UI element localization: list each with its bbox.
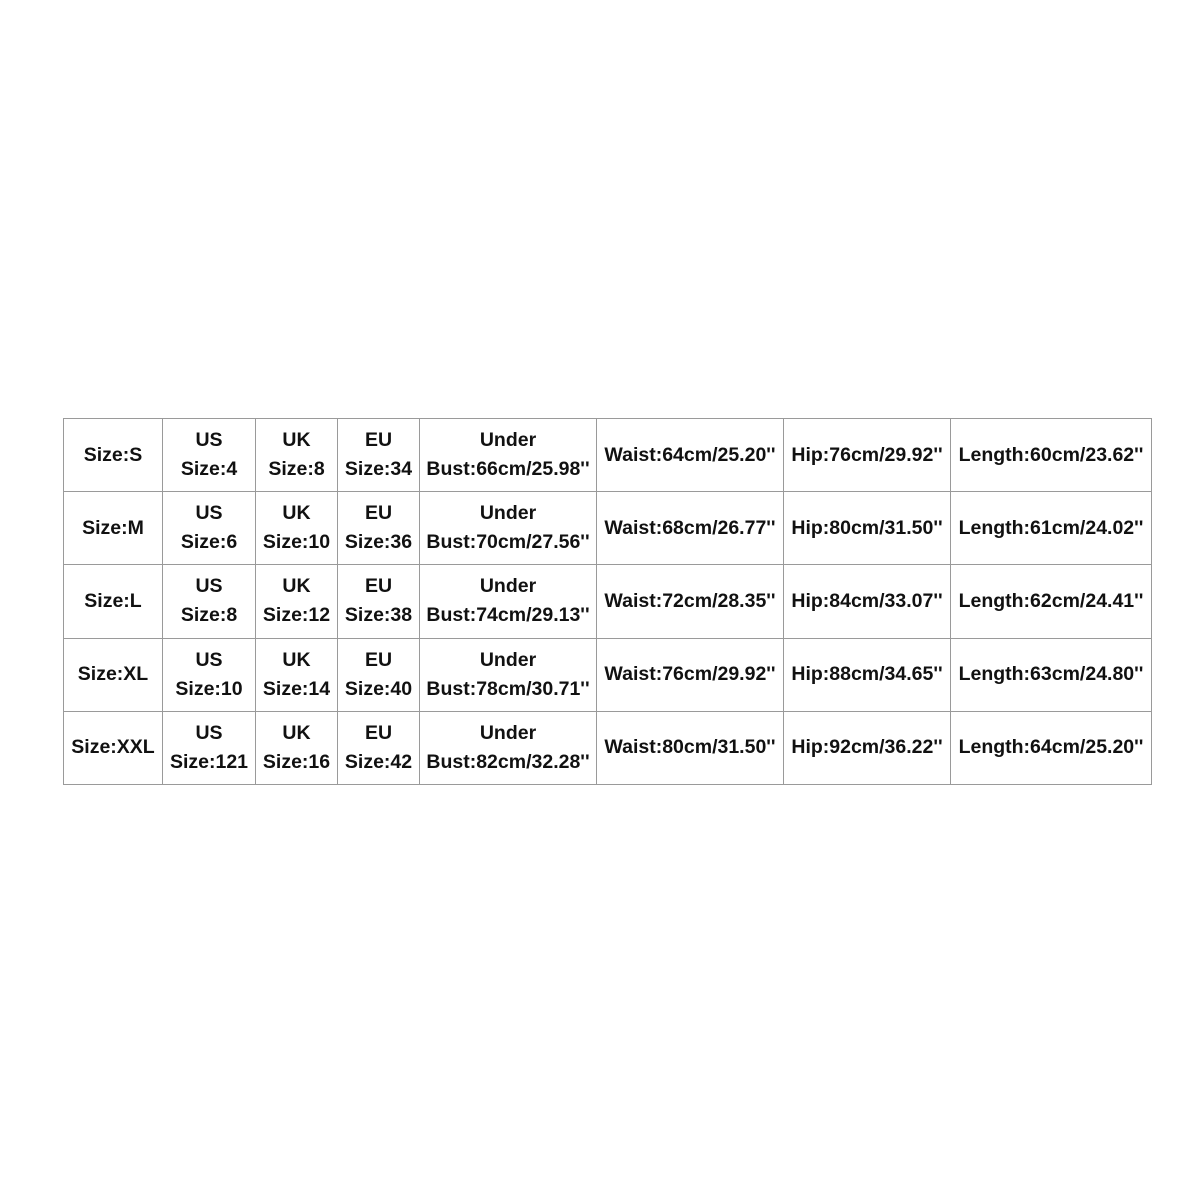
table-row xyxy=(64,419,1152,492)
length-cell: Length:64cm/25.20'' xyxy=(951,711,1152,784)
table-row xyxy=(64,638,1152,711)
eu-size-cell: EU Size:40 xyxy=(338,638,420,711)
hip-cell: Hip:84cm/33.07'' xyxy=(784,565,951,638)
size-cell: Size:XL xyxy=(64,638,163,711)
waist-cell: Waist:64cm/25.20'' xyxy=(597,419,784,492)
size-cell: Size:XXL xyxy=(64,711,163,784)
length-cell: Length:63cm/24.80'' xyxy=(951,638,1152,711)
waist-cell: Waist:68cm/26.77'' xyxy=(597,492,784,565)
length-cell: Length:60cm/23.62'' xyxy=(951,419,1152,492)
under-bust-cell: Under Bust:66cm/25.98'' xyxy=(420,419,597,492)
length-cell: Length:62cm/24.41'' xyxy=(951,565,1152,638)
hip-cell: Hip:88cm/34.65'' xyxy=(784,638,951,711)
hip-cell: Hip:92cm/36.22'' xyxy=(784,711,951,784)
table-row xyxy=(64,565,1152,638)
size-cell: Size:M xyxy=(64,492,163,565)
uk-size-cell: UK Size:8 xyxy=(256,419,338,492)
uk-size-cell: UK Size:14 xyxy=(256,638,338,711)
us-size-cell: US Size:121 xyxy=(163,711,256,784)
eu-size-cell: EU Size:42 xyxy=(338,711,420,784)
us-size-cell: US Size:10 xyxy=(163,638,256,711)
uk-size-cell: UK Size:16 xyxy=(256,711,338,784)
under-bust-cell: Under Bust:82cm/32.28'' xyxy=(420,711,597,784)
under-bust-cell: Under Bust:78cm/30.71'' xyxy=(420,638,597,711)
us-size-cell: US Size:6 xyxy=(163,492,256,565)
under-bust-cell: Under Bust:74cm/29.13'' xyxy=(420,565,597,638)
us-size-cell: US Size:4 xyxy=(163,419,256,492)
table-row xyxy=(64,711,1152,784)
eu-size-cell: EU Size:38 xyxy=(338,565,420,638)
eu-size-cell: EU Size:34 xyxy=(338,419,420,492)
size-cell: Size:L xyxy=(64,565,163,638)
uk-size-cell: UK Size:12 xyxy=(256,565,338,638)
size-cell: Size:S xyxy=(64,419,163,492)
size-chart-table xyxy=(63,418,1152,785)
table-row xyxy=(64,492,1152,565)
uk-size-cell: UK Size:10 xyxy=(256,492,338,565)
hip-cell: Hip:80cm/31.50'' xyxy=(784,492,951,565)
waist-cell: Waist:76cm/29.92'' xyxy=(597,638,784,711)
us-size-cell: US Size:8 xyxy=(163,565,256,638)
waist-cell: Waist:72cm/28.35'' xyxy=(597,565,784,638)
hip-cell: Hip:76cm/29.92'' xyxy=(784,419,951,492)
under-bust-cell: Under Bust:70cm/27.56'' xyxy=(420,492,597,565)
eu-size-cell: EU Size:36 xyxy=(338,492,420,565)
length-cell: Length:61cm/24.02'' xyxy=(951,492,1152,565)
waist-cell: Waist:80cm/31.50'' xyxy=(597,711,784,784)
